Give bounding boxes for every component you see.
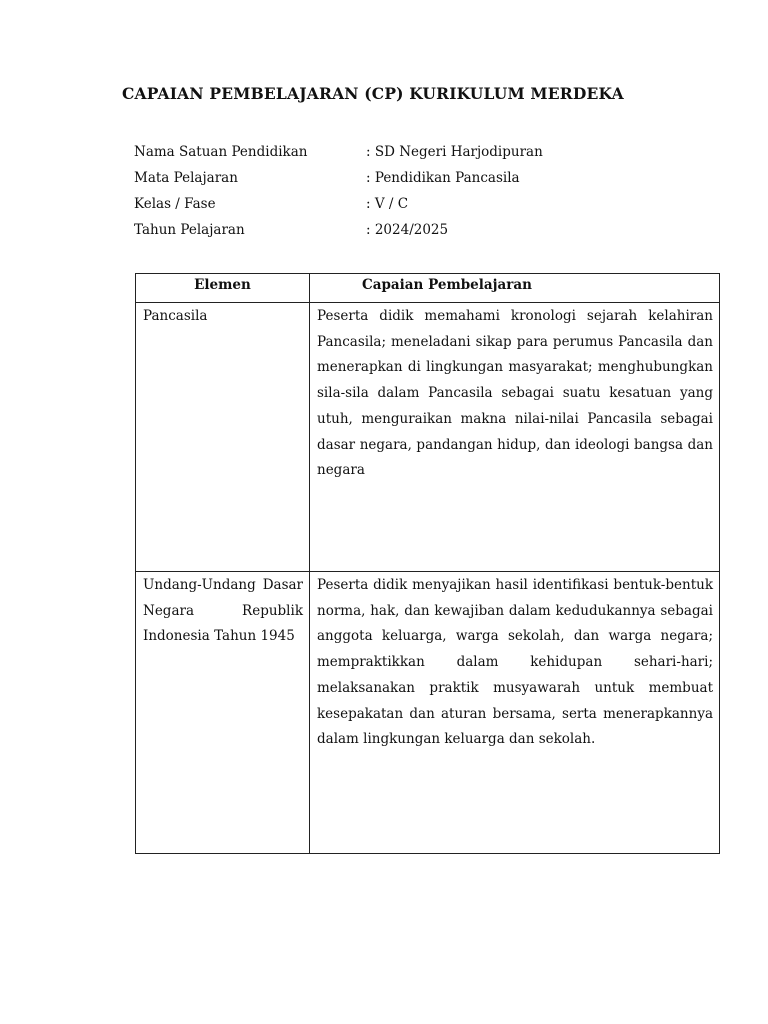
table-row: [136, 572, 720, 854]
info-row-class: [134, 194, 543, 220]
info-value: : SD Negeri Harjodipuran: [366, 144, 543, 160]
header-capaian: Capaian Pembelajaran: [310, 274, 720, 303]
info-value: : V / C: [366, 196, 409, 212]
info-row-school: [134, 142, 543, 168]
cp-table: [135, 273, 720, 854]
info-label: Tahun Pelajaran: [134, 222, 245, 238]
cell-capaian: Peserta didik memahami kronologi sejarah kelahiran Pancasila; meneladani sikap para perumus Pancasila dan menerapkan di lingkungan masyarakat; menghubungkan sila-sila dalam Pancasila sebagai suatu kesatuan yang utuh, menguraikan makna nilai-nilai Pancasila sebagai dasar negara, pandangan hidup, dan ideologi bangsa dan negara: [310, 303, 720, 572]
info-value: : 2024/2025: [366, 222, 449, 238]
table-row: [136, 303, 720, 572]
cell-elemen: Undang-Undang Dasar Negara Republik Indonesia Tahun 1945: [136, 572, 310, 854]
document-title: CAPAIAN PEMBELAJARAN (CP) KURIKULUM MERDEKA: [122, 84, 624, 103]
cell-capaian: Peserta didik menyajikan hasil identifikasi bentuk-bentuk norma, hak, dan kewajiban dalam kedudukannya sebagai anggota keluarga, warga sekolah, dan warga negara; mempraktikkan dalam kehidupan sehari-hari; melaksanakan praktik musyawarah untuk membuat kesepakatan dan aturan bersama, serta menerapkannya dalam lingkungan keluarga dan sekolah.: [310, 572, 720, 854]
info-block: [134, 142, 543, 246]
info-label: Nama Satuan Pendidikan: [134, 144, 308, 160]
info-label: Kelas / Fase: [134, 196, 216, 212]
info-label: Mata Pelajaran: [134, 170, 238, 186]
header-elemen: Elemen: [136, 274, 310, 303]
info-row-year: [134, 220, 543, 246]
table-header-row: [136, 274, 720, 303]
info-value: : Pendidikan Pancasila: [366, 170, 520, 186]
info-row-subject: [134, 168, 543, 194]
cell-elemen: Pancasila: [136, 303, 310, 572]
